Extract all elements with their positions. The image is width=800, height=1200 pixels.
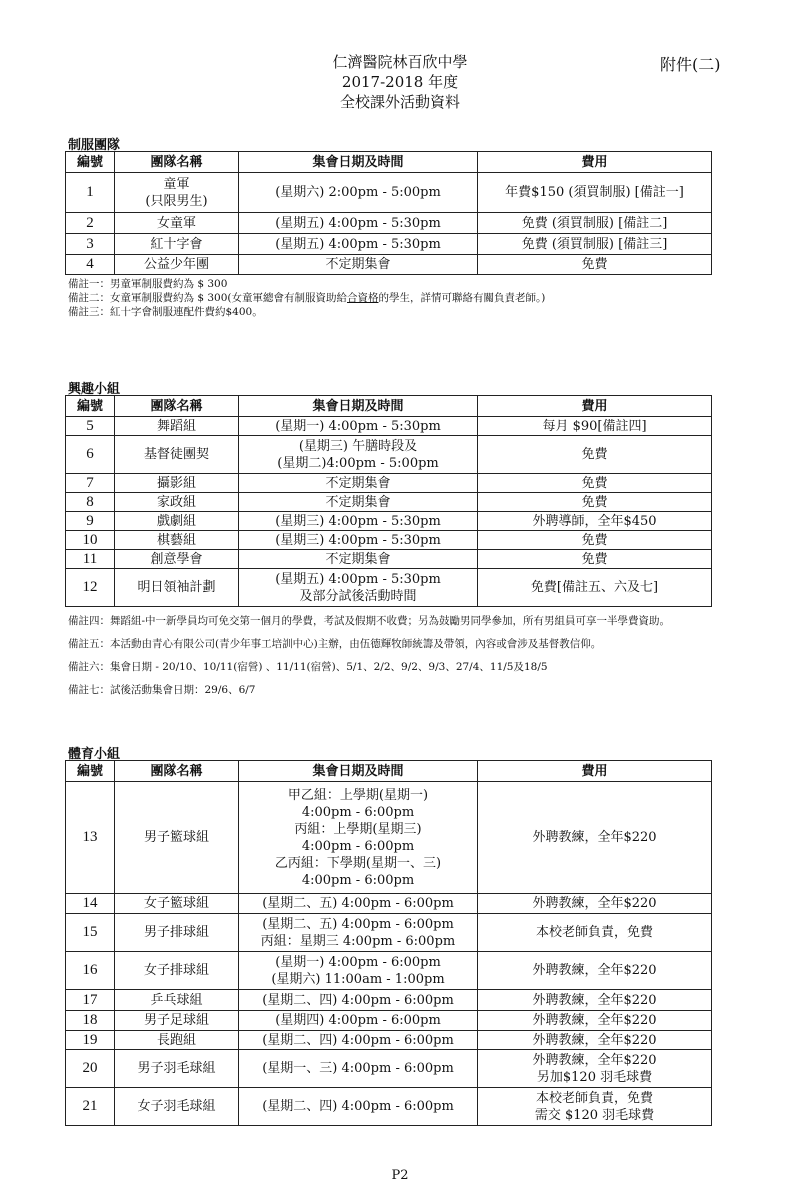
- cell-name: [115, 952, 239, 990]
- cell-fee-line: 外聘教練，全年$220: [532, 992, 657, 1008]
- col-header-time: 集會日期及時間: [239, 761, 478, 782]
- cell-time: [239, 569, 478, 607]
- school-name: 仁濟醫院林百欣中學: [332, 53, 468, 71]
- cell-no: 20: [66, 1050, 115, 1088]
- cell-time: [239, 493, 478, 512]
- table-row: [66, 493, 712, 512]
- cell-name: [115, 894, 239, 914]
- cell-fee: [478, 213, 712, 234]
- cell-name-line: 紅十字會: [150, 236, 203, 252]
- cell-time: [239, 1050, 478, 1088]
- cell-name-line: 攝影組: [156, 475, 196, 491]
- cell-time-line: 甲乙組：上學期(星期一): [287, 787, 429, 803]
- cell-name: [115, 1031, 239, 1050]
- cell-time: [239, 550, 478, 569]
- cell-no: 2: [66, 213, 115, 234]
- table-row: [66, 417, 712, 436]
- cell-time: [239, 417, 478, 436]
- cell-name-line: 戲劇組: [156, 513, 196, 529]
- table-row: [66, 914, 712, 952]
- cell-name-line: 創意學會: [150, 551, 203, 567]
- table-row: [66, 512, 712, 531]
- table-row: [66, 255, 712, 275]
- col-header-name: 團隊名稱: [115, 152, 239, 173]
- col-header-no: 編號: [66, 761, 115, 782]
- table-row: [66, 1031, 712, 1050]
- cell-fee: [478, 1011, 712, 1031]
- cell-name-line: 男子籃球組: [143, 830, 209, 845]
- table-row: [66, 782, 712, 894]
- cell-time: [239, 512, 478, 531]
- note-5: 備註五：本活動由青心有限公司(青少年事工培訓中心)主辦，由伍德輝牧師統籌及帶領，內容或會涉及基督教信仰。: [68, 638, 602, 650]
- cell-no: 15: [66, 914, 115, 952]
- cell-time: [239, 914, 478, 952]
- cell-time-line: (星期五) 4:00pm - 5:30pm: [275, 236, 441, 252]
- cell-time: [239, 894, 478, 914]
- cell-time-line: (星期五) 4:00pm - 5:30pm: [275, 215, 441, 231]
- cell-fee-line: 免費[備註五、六及七]: [530, 580, 659, 595]
- col-header-no: 編號: [66, 152, 115, 173]
- cell-no: 6: [66, 436, 115, 474]
- cell-fee: [478, 531, 712, 550]
- cell-name: [115, 173, 239, 213]
- col-header-fee: 費用: [478, 152, 712, 173]
- cell-time-line: 不定期集會: [325, 475, 391, 491]
- cell-time: [239, 952, 478, 990]
- table-row: [66, 531, 712, 550]
- cell-fee: [478, 914, 712, 952]
- cell-fee-line: 另加$120 羽毛球費: [536, 1069, 653, 1085]
- cell-fee-line: 免費: [581, 257, 608, 272]
- cell-name: [115, 531, 239, 550]
- interest-table: [65, 395, 712, 607]
- cell-name-line: 女童軍: [156, 215, 196, 231]
- cell-name: [115, 550, 239, 569]
- cell-no: 10: [66, 531, 115, 550]
- cell-time: [239, 213, 478, 234]
- cell-time-line: (星期六) 2:00pm - 5:00pm: [275, 185, 441, 200]
- cell-name: [115, 512, 239, 531]
- cell-no: 1: [66, 173, 115, 213]
- cell-name: [115, 474, 239, 493]
- cell-name-line: 明日領袖計劃: [137, 580, 216, 595]
- uniform-table: [65, 151, 712, 275]
- col-header-fee: 費用: [478, 761, 712, 782]
- cell-name-line: 男子排球組: [143, 925, 209, 940]
- col-header-time: 集會日期及時間: [239, 396, 478, 417]
- cell-name-line: (只限男生): [145, 193, 208, 209]
- cell-fee: [478, 569, 712, 607]
- cell-fee: [478, 234, 712, 255]
- cell-no: 8: [66, 493, 115, 512]
- note-6: 備註六：集會日期 - 20/10、10/11(宿營) 、11/11(宿營)、5/1、2/2、9/2、9/3、27/4、11/5及18/5: [68, 661, 548, 673]
- cell-name: [115, 1011, 239, 1031]
- cell-time: [239, 436, 478, 474]
- cell-time: [239, 173, 478, 213]
- cell-time-line: (星期二、四) 4:00pm - 6:00pm: [262, 992, 454, 1008]
- document-title: 全校課外活動資料: [339, 93, 460, 111]
- cell-no: 16: [66, 952, 115, 990]
- cell-fee: [478, 894, 712, 914]
- cell-fee: [478, 493, 712, 512]
- cell-fee: [478, 1088, 712, 1126]
- cell-time-line: (星期六) 11:00am - 1:00pm: [271, 971, 445, 987]
- cell-fee: [478, 1031, 712, 1050]
- table-row: [66, 569, 712, 607]
- cell-fee-line: 外聘教練，全年$220: [532, 1013, 657, 1028]
- cell-time-line: 4:00pm - 6:00pm: [301, 872, 415, 888]
- cell-fee-line: 免費: [581, 532, 608, 548]
- col-header-fee: 費用: [478, 396, 712, 417]
- table-header-row: [66, 396, 712, 417]
- cell-no: 21: [66, 1088, 115, 1126]
- cell-fee-line: 本校老師負責，免費: [535, 1090, 653, 1106]
- cell-name-line: 女子籃球組: [143, 896, 209, 911]
- cell-name: [115, 1088, 239, 1126]
- cell-time-line: (星期三) 4:00pm - 5:30pm: [275, 513, 441, 529]
- cell-time: [239, 782, 478, 894]
- col-header-name: 團隊名稱: [115, 396, 239, 417]
- cell-time-line: 不定期集會: [325, 494, 391, 510]
- cell-fee-line: 免費 (須買制服) [備註二]: [521, 215, 668, 231]
- table-row: [66, 1088, 712, 1126]
- table-row: [66, 1011, 712, 1031]
- cell-time-line: (星期一) 4:00pm - 5:30pm: [275, 418, 441, 434]
- col-header-no: 編號: [66, 396, 115, 417]
- cell-fee: [478, 952, 712, 990]
- cell-name: [115, 1050, 239, 1088]
- note-2-underlined: 合資格: [347, 292, 379, 304]
- cell-time-line: (星期一) 4:00pm - 6:00pm: [275, 954, 441, 970]
- cell-time-line: 丙組：上學期(星期三): [294, 821, 422, 837]
- cell-fee: [478, 417, 712, 436]
- cell-name: [115, 417, 239, 436]
- cell-fee-line: 本校老師負責，免費: [535, 925, 653, 940]
- cell-fee-line: 免費: [581, 494, 608, 510]
- cell-fee: [478, 474, 712, 493]
- cell-time-line: 乙丙組：下學期(星期一、三): [274, 855, 442, 871]
- cell-name: [115, 255, 239, 275]
- cell-fee-line: 外聘教練，全年$220: [532, 830, 657, 845]
- cell-name-line: 女子羽毛球組: [137, 1099, 216, 1114]
- cell-fee-line: 外聘導師，全年$450: [532, 513, 657, 529]
- cell-time-line: (星期五) 4:00pm - 5:30pm: [275, 571, 441, 587]
- cell-name-line: 舞蹈組: [156, 418, 196, 434]
- cell-fee: [478, 1050, 712, 1088]
- cell-fee-line: 外聘教練，全年$220: [532, 1052, 657, 1068]
- cell-no: 14: [66, 894, 115, 914]
- cell-fee-line: 免費: [581, 447, 608, 462]
- cell-time-line: (星期三) 午膳時段及: [298, 438, 418, 454]
- annex-label: 附件(二): [660, 55, 721, 74]
- cell-fee: [478, 173, 712, 213]
- table-row: [66, 550, 712, 569]
- cell-time-line: 4:00pm - 6:00pm: [301, 838, 415, 854]
- cell-name: [115, 234, 239, 255]
- cell-fee: [478, 512, 712, 531]
- cell-name-line: 男子羽毛球組: [137, 1061, 216, 1076]
- cell-no: 9: [66, 512, 115, 531]
- cell-no: 4: [66, 255, 115, 275]
- cell-time-line: (星期一、三) 4:00pm - 6:00pm: [262, 1061, 454, 1076]
- table-header-row: [66, 761, 712, 782]
- cell-name: [115, 493, 239, 512]
- cell-time-line: (星期二)4:00pm - 5:00pm: [277, 455, 439, 471]
- note-2: 備註二：女童軍制服費約為 $ 300(女童軍總會有制服資助給合資格的學生，詳情可聯絡有關負責老師。): [68, 292, 546, 304]
- col-header-name: 團隊名稱: [115, 761, 239, 782]
- cell-time-line: (星期二、四) 4:00pm - 6:00pm: [262, 1099, 454, 1114]
- cell-name-line: 基督徒團契: [143, 447, 209, 462]
- table-header-row: [66, 152, 712, 173]
- cell-name-line: 女子排球組: [143, 963, 209, 978]
- section-title-sports: 體育小組: [68, 747, 121, 762]
- cell-no: 13: [66, 782, 115, 894]
- cell-time-line: (星期三) 4:00pm - 5:30pm: [275, 532, 441, 548]
- cell-name-line: 家政組: [156, 494, 196, 510]
- cell-name-line: 公益少年團: [143, 257, 209, 272]
- cell-fee-line: 免費: [581, 475, 608, 491]
- cell-fee-line: 免費 (須買制服) [備註三]: [521, 236, 668, 252]
- cell-name: [115, 569, 239, 607]
- school-year: 2017-2018 年度: [341, 73, 459, 91]
- cell-name: [115, 213, 239, 234]
- cell-no: 12: [66, 569, 115, 607]
- cell-fee: [478, 436, 712, 474]
- cell-time: [239, 531, 478, 550]
- cell-time-line: 不定期集會: [325, 551, 391, 567]
- uniform-notes: [68, 277, 718, 319]
- cell-time: [239, 234, 478, 255]
- cell-time-line: (星期四) 4:00pm - 6:00pm: [275, 1013, 441, 1028]
- cell-time-line: 丙組：星期三 4:00pm - 6:00pm: [260, 933, 456, 949]
- note-3: 備註三：紅十字會制服連配件費約$400。: [68, 306, 263, 318]
- cell-time-line: (星期二、五) 4:00pm - 6:00pm: [262, 896, 454, 911]
- table-row: [66, 213, 712, 234]
- table-row: [66, 952, 712, 990]
- cell-fee-line: 需交 $120 羽毛球費: [534, 1107, 655, 1123]
- cell-fee-line: 外聘教練，全年$220: [532, 1032, 657, 1048]
- cell-no: 5: [66, 417, 115, 436]
- cell-name-line: 乒乓球組: [150, 992, 203, 1008]
- table-row: [66, 234, 712, 255]
- cell-name-line: 長跑組: [156, 1032, 196, 1048]
- cell-no: 19: [66, 1031, 115, 1050]
- cell-fee: [478, 782, 712, 894]
- cell-time-line: 4:00pm - 6:00pm: [301, 804, 415, 820]
- cell-no: 17: [66, 990, 115, 1011]
- cell-fee-line: 免費: [581, 551, 608, 567]
- cell-time: [239, 255, 478, 275]
- cell-fee: [478, 990, 712, 1011]
- cell-time-line: (星期二、四) 4:00pm - 6:00pm: [262, 1032, 454, 1048]
- table-row: [66, 474, 712, 493]
- section-title-uniform: 制服團隊: [68, 138, 121, 153]
- cell-time-line: (星期二、五) 4:00pm - 6:00pm: [262, 916, 454, 932]
- cell-no: 11: [66, 550, 115, 569]
- cell-time: [239, 990, 478, 1011]
- cell-time-line: 不定期集會: [325, 257, 391, 272]
- note-4: 備註四：舞蹈組-中一新學員均可免交第一個月的學費，考試及假期不收費；另為鼓勵男同學參加，所有男組員可享一半學費資助。: [68, 615, 671, 627]
- note-7: 備註七：試後活動集會日期：29/6、6/7: [68, 684, 256, 696]
- sports-table: [65, 760, 712, 1126]
- table-row: [66, 1050, 712, 1088]
- table-row: [66, 894, 712, 914]
- cell-name-line: 男子足球組: [143, 1013, 209, 1028]
- cell-fee-line: 外聘教練，全年$220: [532, 896, 657, 911]
- cell-time: [239, 1088, 478, 1126]
- cell-name-line: 棋藝組: [156, 532, 196, 548]
- cell-fee-line: 每月 $90[備註四]: [542, 418, 647, 434]
- cell-name: [115, 990, 239, 1011]
- cell-no: 3: [66, 234, 115, 255]
- note-1: 備註一：男童軍制服費約為 $ 300: [68, 278, 228, 290]
- page-number: P2: [391, 1168, 409, 1183]
- cell-name: [115, 436, 239, 474]
- cell-time: [239, 474, 478, 493]
- cell-no: 18: [66, 1011, 115, 1031]
- cell-name-line: 童軍: [163, 176, 190, 192]
- cell-fee-line: 年費$150 (須買制服) [備註一]: [505, 185, 684, 200]
- table-row: [66, 436, 712, 474]
- cell-time-line: 及部分試後活動時間: [299, 588, 417, 604]
- table-row: [66, 990, 712, 1011]
- interest-notes: [68, 614, 718, 706]
- cell-time: [239, 1011, 478, 1031]
- table-row: [66, 173, 712, 213]
- cell-fee: [478, 550, 712, 569]
- col-header-time: 集會日期及時間: [239, 152, 478, 173]
- cell-no: 7: [66, 474, 115, 493]
- cell-fee: [478, 255, 712, 275]
- cell-fee-line: 外聘教練，全年$220: [532, 963, 657, 978]
- cell-name: [115, 782, 239, 894]
- section-title-interest: 興趣小組: [68, 382, 121, 397]
- cell-time: [239, 1031, 478, 1050]
- cell-name: [115, 914, 239, 952]
